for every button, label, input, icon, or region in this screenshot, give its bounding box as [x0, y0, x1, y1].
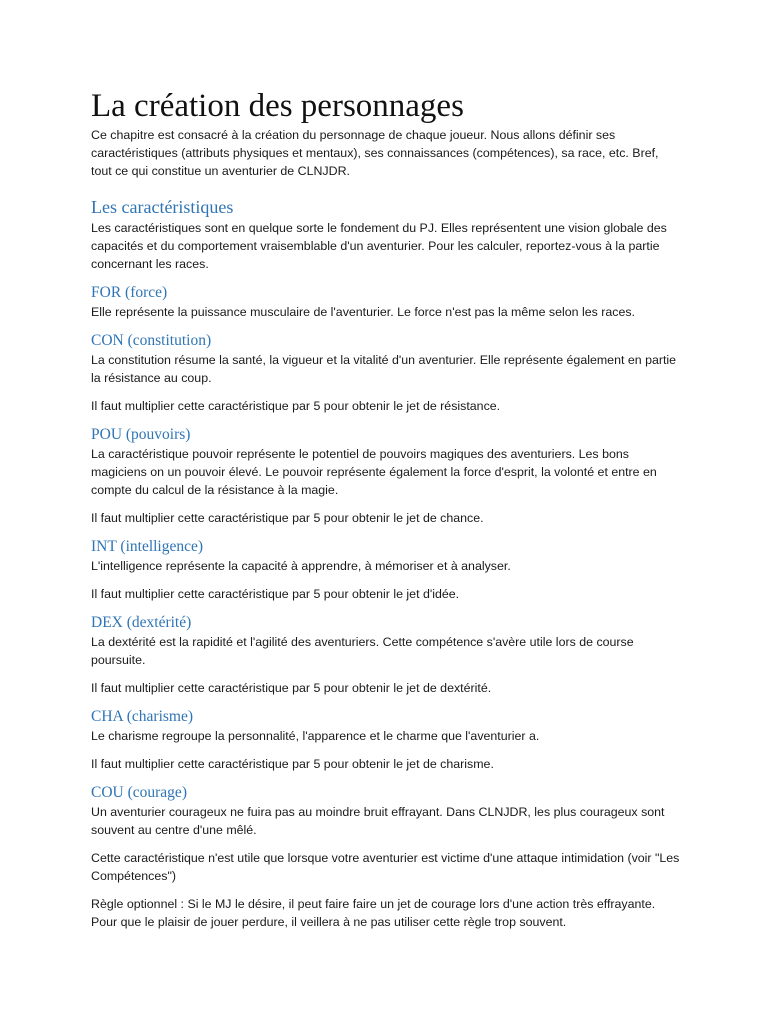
page-title: La création des personnages — [91, 88, 464, 124]
stat-heading: POU (pouvoirs) — [91, 426, 191, 443]
stat-paragraph: Il faut multiplier cette caractéristique par 5 pour obtenir le jet de dextérité. — [91, 681, 492, 695]
stat-section — [91, 707, 681, 773]
stats-list — [91, 283, 681, 931]
stat-section — [91, 331, 681, 415]
stat-section — [91, 537, 681, 603]
stat-heading: DEX (dextérité) — [91, 614, 192, 631]
stat-paragraph: Il faut multiplier cette caractéristique par 5 pour obtenir le jet d'idée. — [91, 587, 460, 601]
stat-section — [91, 613, 681, 697]
chapter-intro: Ce chapitre est consacré à la création du personnage de chaque joueur. Nous allons définir ses caractéristiques (attributs physiques et mentaux), ses connaissances (compétences), sa race, etc. Bref, tout ce qui constitue un aventurier de CLNJDR. — [91, 128, 659, 178]
stat-section — [91, 283, 681, 321]
stat-paragraph: Un aventurier courageux ne fuira pas au moindre bruit effrayant. Dans CLNJDR, les plus courageux sont souvent au centre d'une mêlé. — [91, 805, 665, 837]
stat-paragraph: Il faut multiplier cette caractéristique par 5 pour obtenir le jet de résistance. — [91, 399, 501, 413]
stat-paragraph: Elle représente la puissance musculaire de l'aventurier. Le force n'est pas la même selon les races. — [91, 305, 636, 319]
stat-paragraph: Il faut multiplier cette caractéristique par 5 pour obtenir le jet de chance. — [91, 511, 484, 525]
stat-paragraph: La dextérité est la rapidité et l'agilité des aventuriers. Cette compétence s'avère utile lors de course poursuite. — [91, 635, 634, 667]
section-heading: Les caractéristiques — [91, 197, 234, 217]
stat-heading: COU (courage) — [91, 784, 187, 801]
stat-section — [91, 783, 681, 931]
stat-heading: INT (intelligence) — [91, 538, 204, 555]
stat-paragraph: La constitution résume la santé, la vigueur et la vitalité d'un aventurier. Elle représente également en partie la résistance au coup. — [91, 353, 677, 385]
stat-paragraph: L'intelligence représente la capacité à apprendre, à mémoriser et à analyser. — [91, 559, 511, 573]
stat-heading: CON (constitution) — [91, 332, 212, 349]
document-page — [91, 86, 681, 931]
stat-paragraph: Cette caractéristique n'est utile que lorsque votre aventurier est victime d'une attaque intimidation (voir "Les Compétences") — [91, 851, 680, 883]
stat-heading: CHA (charisme) — [91, 708, 194, 725]
stat-paragraph: Règle optionnel : Si le MJ le désire, il peut faire faire un jet de courage lors d'une action très effrayante. Pour que le plaisir de jouer perdure, il veillera à ne pas utiliser cette règle trop souvent. — [91, 897, 656, 929]
stat-section — [91, 425, 681, 527]
stat-paragraph: La caractéristique pouvoir représente le potentiel de pouvoirs magiques des aventuriers. Les bons magiciens on un pouvoir élevé. Le pouvoir représente également la force d'esprit, la volonté et entre en compte du calcul de la résistance à la magie. — [91, 447, 657, 497]
section-intro: Les caractéristiques sont en quelque sorte le fondement du PJ. Elles représentent une vision globale des capacités et du comportement vraisemblable d'un aventurier. Pour les calculer, reportez-vous à la partie concernant les races. — [91, 221, 667, 271]
stat-paragraph: Le charisme regroupe la personnalité, l'apparence et le charme que l'aventurier a. — [91, 729, 540, 743]
stat-paragraph: Il faut multiplier cette caractéristique par 5 pour obtenir le jet de charisme. — [91, 757, 494, 771]
stat-heading: FOR (force) — [91, 284, 168, 301]
